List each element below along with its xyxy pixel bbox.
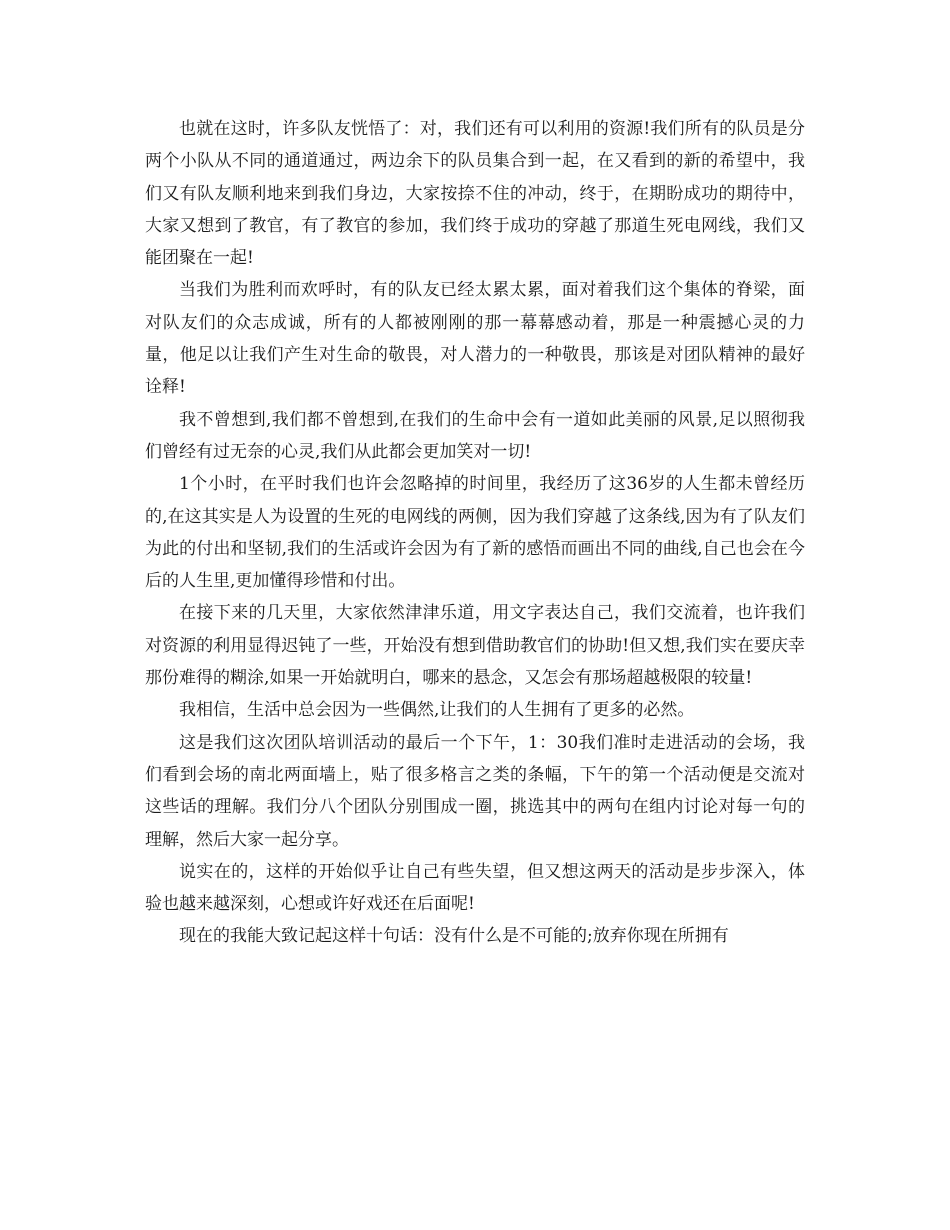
- paragraph-2: 当我们为胜利而欢呼时，有的队友已经太累太累，面对着我们这个集体的脊梁，面对队友们的众志成诚，所有的人都被刚刚的那一幕幕感动着，那是一种震撼心灵的力量，他足以让我们产生对生命的敬畏，对人潜力的一种敬畏，那该是对团队精神的最好诠释!: [145, 280, 805, 398]
- paragraph-5: 在接下来的几天里，大家依然津津乐道，用文字表达自己，我们交流着，也许我们对资源的利用显得迟钝了一些，开始没有想到借助教官们的协助!但又想,我们实在要庆幸那份难得的糊涂,如果一开始就明白，哪来的悬念，又怎会有那场超越极限的较量!: [145, 603, 805, 689]
- paragraph-7: 这是我们这次团队培训活动的最后一个下午，1：30我们准时走进活动的会场，我们看到会场的南北两面墙上，贴了很多格言之类的条幅，下午的第一个活动便是交流对这些话的理解。我们分八个团队分别围成一圈，挑选其中的两句在组内讨论对每一句的理解，然后大家一起分享。: [145, 732, 805, 850]
- paragraph-4: 1个小时，在平时我们也许会忽略掉的时间里，我经历了这36岁的人生都未曾经历的,在这其实是人为设置的生死的电网线的两侧，因为我们穿越了这条线,因为有了队友们为此的付出和坚韧,我们的生活或许会因为有了新的感悟而画出不同的曲线,自己也会在今后的人生里,更加懂得珍惜和付出。: [145, 474, 805, 592]
- paragraph-1: 也就在这时，许多队友恍悟了：对，我们还有可以利用的资源!我们所有的队员是分两个小队从不同的通道通过，两边余下的队员集合到一起，在又看到的新的希望中，我们又有队友顺利地来到我们身边，大家按捺不住的冲动，终于，在期盼成功的期待中，大家又想到了教官，有了教官的参加，我们终于成功的穿越了那道生死电网线，我们又能团聚在一起!: [145, 119, 805, 269]
- document-page: [145, 113, 805, 953]
- paragraph-3: 我不曾想到,我们都不曾想到,在我们的生命中会有一道如此美丽的风景,足以照彻我们曾经有过无奈的心灵,我们从此都会更加笑对一切!: [145, 409, 805, 462]
- paragraph-6: 我相信，生活中总会因为一些偶然,让我们的人生拥有了更多的必然。: [179, 700, 695, 721]
- paragraph-9: 现在的我能大致记起这样十句话：没有什么是不可能的;放弃你现在所拥有: [179, 926, 729, 947]
- paragraph-8: 说实在的，这样的开始似乎让自己有些失望，但又想这两天的活动是步步深入，体验也越来越深刻，心想或许好戏还在后面呢!: [145, 861, 805, 915]
